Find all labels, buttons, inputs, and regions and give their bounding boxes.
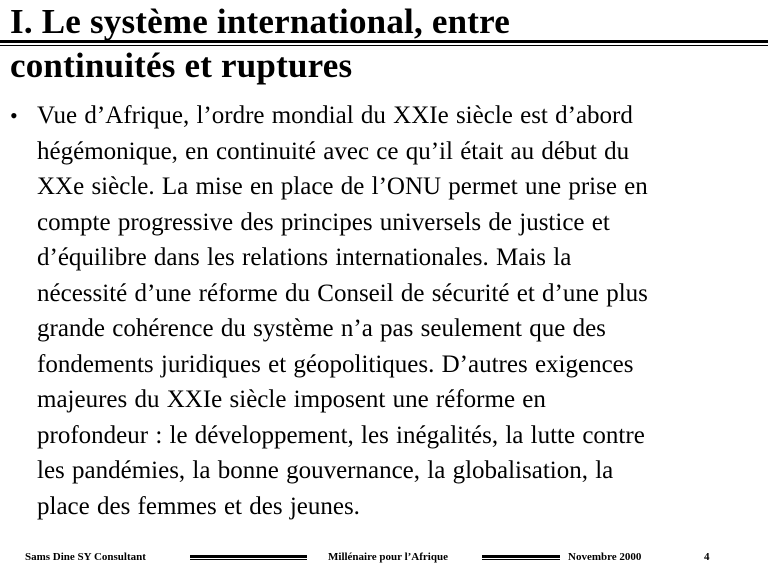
footer-page-number: 4 — [704, 551, 710, 563]
title-divider-thick — [0, 40, 768, 43]
paragraph-line: XXe siècle. La mise en place de l’ONU permet une prise en — [37, 173, 648, 200]
slide-footer — [0, 546, 768, 570]
slide-title-line-1: I. Le système international, entre — [10, 2, 510, 41]
slide-title-line-2: continuités et ruptures — [10, 46, 353, 85]
paragraph-line: fondements juridiques et géopolitiques. D’autres exigences — [37, 350, 634, 378]
paragraph-line: grande cohérence du système n’a pas seulement que des — [37, 315, 606, 342]
paragraph-line: d’équilibre dans les relations internationales. Mais la — [37, 244, 572, 271]
paragraph-line: les pandémies, la bonne gouvernance, la globalisation, la — [37, 457, 614, 484]
paragraph-line: compte progressive des principes universels de justice et — [37, 208, 610, 236]
paragraph-line: hégémonique, en continuité avec ce qu’il était au début du — [37, 137, 630, 165]
paragraph-line: Vue d’Afrique, l’ordre mondial du XXIe siècle est d’abord — [37, 102, 633, 129]
bullet-icon: • — [10, 103, 18, 128]
paragraph-line: profondeur : le développement, les inégalités, la lutte contre — [37, 421, 645, 449]
footer-divider-right — [482, 555, 560, 560]
paragraph-line: nécessité d’une réforme du Conseil de sécurité et d’une plus — [37, 279, 648, 307]
paragraph-text — [37, 98, 768, 524]
slide-title — [10, 0, 760, 88]
paragraph-line: place des femmes et des jeunes. — [37, 492, 360, 520]
footer-title: Millénaire pour l’Afrique — [328, 551, 448, 563]
footer-divider-left — [190, 555, 307, 560]
footer-date: Novembre 2000 — [568, 551, 642, 563]
footer-author: Sams Dine SY Consultant — [25, 551, 146, 563]
paragraph-line: majeures du XXIe siècle imposent une réforme en — [37, 386, 546, 413]
title-divider-thin — [0, 45, 768, 46]
